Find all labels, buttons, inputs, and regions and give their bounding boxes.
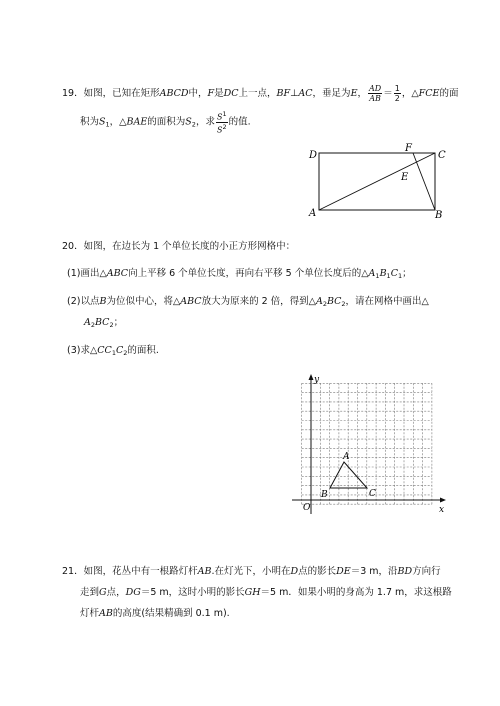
label-E: E — [401, 172, 409, 183]
q20-part2-line2: $A_2BC_2$； — [84, 317, 124, 329]
s1-s2-fraction: $\frac{S^1}{S^2}$ — [216, 110, 227, 135]
label-B: B — [321, 490, 328, 500]
q21-line2: 走到G点，DG＝5 m，这时小明的影长GH＝5 m．如果小明的身高为 1.7 m，求这根路 — [80, 587, 452, 598]
label-B: B — [435, 210, 443, 221]
q21-line1: 21．如图，花丛中有一根路灯杆AB.在灯光下，小明在D点的影长DE＝3 m，沿BD方向行 — [62, 566, 441, 577]
q20-number: 20． — [62, 241, 84, 252]
ad-ab-fraction: $\frac{AD}{AB}$ — [369, 84, 382, 103]
label-F: F — [405, 143, 412, 154]
label-A: A — [309, 208, 317, 219]
axis-label-y: y — [314, 375, 320, 385]
q20-part3: (3)求$\triangle CC_1C_2$的面积. — [67, 345, 159, 357]
label-D: D — [309, 150, 318, 161]
label-C: C — [438, 150, 446, 161]
x-axis-arrow — [440, 498, 446, 503]
origin-label: O — [303, 503, 311, 513]
q20-part2-line1: (2)以点B为位似中心，将△ABC放大为原来的 2 倍，得到$\triangle A_2BC_2$，请在网格中画出△ — [67, 296, 429, 308]
one-half-fraction: $\frac{1}{2}$ — [394, 84, 400, 103]
q20-intro: 20．如图，在边长为 1 个单位长度的小正方形网格中： — [62, 241, 296, 252]
y-axis-arrow — [309, 374, 314, 380]
q21-number: 21． — [62, 566, 84, 577]
axis-label-x: x — [439, 505, 445, 515]
q20-part1: (1)画出△ABC向上平移 6 个单位长度，再向右平移 5 个单位长度后的$\triangle A_1B_1C_1$； — [67, 268, 412, 280]
label-C: C — [369, 489, 376, 499]
q21-line3: 灯杆AB的高度(结果精确到 0.1 m). — [80, 608, 230, 619]
grid-lines — [302, 383, 432, 504]
segment-bf — [413, 153, 435, 210]
label-A: A — [343, 452, 350, 462]
q19-number: 19． — [62, 88, 84, 99]
q19-line2: 积为$S_1$，△BAE的面积为$S_2$，求 $\frac{S^1}{S^2}$ 的值. — [80, 110, 251, 135]
diagonal-ac — [319, 153, 435, 210]
q20-grid-figure — [290, 372, 450, 517]
q19-rectangle-figure — [305, 143, 455, 221]
q19-line1: 19．如图，已知在矩形ABCD中，F是DC上一点，BF⊥AC，垂足为E， $\frac{AD}{AB}$ ＝ $\frac{1}{2}$ ，△FCE的面 — [62, 84, 459, 103]
